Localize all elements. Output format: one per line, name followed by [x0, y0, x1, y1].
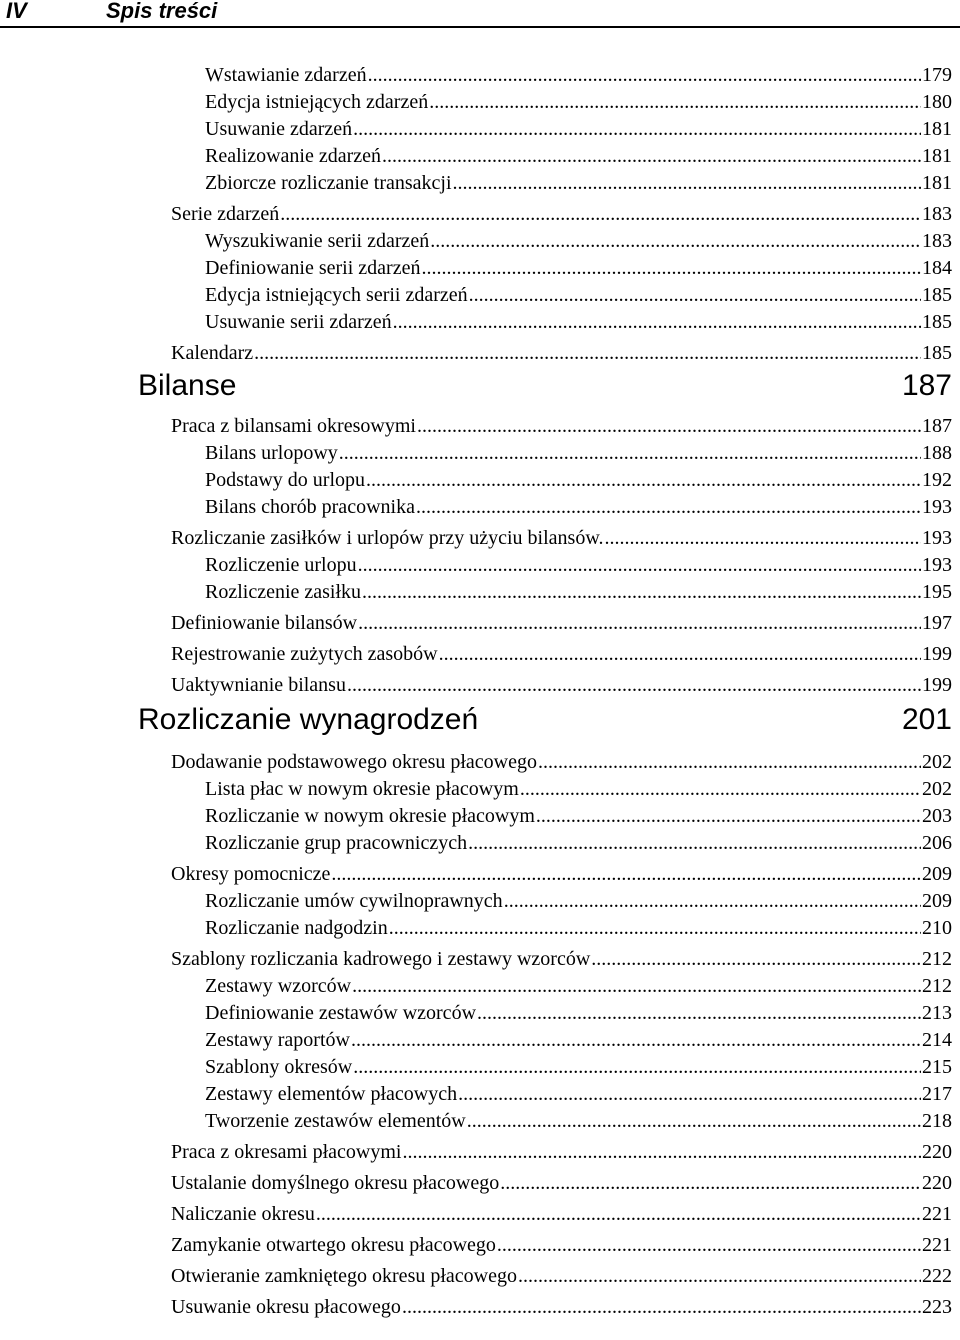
toc-entry-title: Serie zdarzeń — [171, 203, 280, 225]
chapter-page: 201 — [901, 703, 952, 736]
toc-entry[interactable] — [138, 552, 952, 579]
chapter-heading-rozliczanie[interactable] — [138, 701, 952, 739]
toc-entry-title: Rozliczanie zasiłków i urlopów przy użyciu bilansów. — [171, 527, 604, 549]
dot-leader — [316, 1201, 921, 1228]
toc-entry-title: Zestawy elementów płacowych — [205, 1083, 458, 1105]
toc-entry-page: 203 — [922, 805, 952, 827]
dot-leader — [393, 309, 921, 336]
toc-entry-page: 217 — [922, 1083, 952, 1105]
toc-entry[interactable] — [138, 579, 952, 606]
toc-entry-page: 209 — [922, 890, 952, 912]
toc-entry-title: Szablony okresów — [205, 1056, 353, 1078]
dot-leader — [604, 525, 921, 552]
dot-leader — [402, 1139, 921, 1166]
toc-entry-page: 202 — [922, 751, 952, 773]
toc-entry-page: 199 — [922, 674, 952, 696]
toc-entry[interactable] — [138, 255, 952, 282]
toc-entry-title: Uaktywnianie bilansu — [171, 674, 346, 696]
dot-leader — [339, 440, 921, 467]
dot-leader — [467, 1108, 921, 1135]
toc-group-c — [138, 749, 952, 1321]
toc-entry-page: 214 — [922, 1029, 952, 1051]
dot-leader — [402, 1294, 921, 1321]
toc-entry-page: 193 — [922, 554, 952, 576]
toc-entry[interactable] — [138, 888, 952, 915]
toc-entry-title: Bilans urlopowy — [205, 442, 338, 464]
dot-leader — [416, 494, 921, 521]
toc-entry-page: 185 — [922, 284, 952, 306]
dot-leader — [389, 915, 921, 942]
toc-entry-title: Praca z okresami płacowymi — [171, 1141, 402, 1163]
dot-leader — [358, 610, 921, 637]
toc-entry-page: 193 — [922, 496, 952, 518]
toc-entry[interactable] — [138, 1232, 952, 1259]
dot-leader — [353, 1054, 921, 1081]
toc-entry[interactable] — [138, 116, 952, 143]
dot-leader — [469, 282, 921, 309]
toc-entry-page: 212 — [922, 975, 952, 997]
toc-entry-title: Usuwanie zdarzeń — [205, 118, 353, 140]
toc-entry[interactable] — [138, 973, 952, 1000]
dot-leader — [504, 888, 921, 915]
toc-entry[interactable] — [138, 803, 952, 830]
toc-entry-title: Rozliczanie umów cywilnoprawnych — [205, 890, 503, 912]
toc-entry-title: Rozliczanie grup pracowniczych — [205, 832, 468, 854]
toc-entry-page: 185 — [922, 342, 952, 364]
dot-leader — [518, 1263, 921, 1290]
dot-leader — [421, 255, 921, 282]
page-number-roman: IV — [6, 0, 27, 23]
chapter-heading-bilanse[interactable] — [138, 367, 952, 405]
toc-entry-title: Usuwanie okresu płacowego — [171, 1296, 401, 1318]
toc-entry-title: Kalendarz — [171, 342, 254, 364]
dot-leader — [497, 1232, 921, 1259]
toc-entry[interactable] — [138, 494, 952, 521]
toc-entry[interactable] — [138, 672, 952, 699]
toc-entry[interactable] — [138, 749, 952, 776]
toc-entry-page: 210 — [922, 917, 952, 939]
toc-entry[interactable] — [138, 467, 952, 494]
dot-leader — [362, 579, 921, 606]
toc-entry-title: Edycja istniejących serii zdarzeń — [205, 284, 468, 306]
toc-entry-title: Edycja istniejących zdarzeń — [205, 91, 429, 113]
toc-entry-page: 179 — [922, 64, 952, 86]
toc-entry-page: 222 — [922, 1265, 952, 1287]
toc-entry[interactable] — [138, 440, 952, 467]
toc-entry-page: 199 — [922, 643, 952, 665]
toc-entry-page: 185 — [922, 311, 952, 333]
toc-entry[interactable] — [138, 830, 952, 857]
dot-leader — [347, 672, 921, 699]
page-header — [0, 0, 960, 28]
toc-entry-page: 181 — [922, 172, 952, 194]
toc-entry-page: 221 — [922, 1203, 952, 1225]
toc-entry-page: 188 — [922, 442, 952, 464]
toc-entry[interactable] — [138, 170, 952, 197]
toc-entry[interactable] — [138, 946, 952, 973]
toc-entry-title: Usuwanie serii zdarzeń — [205, 311, 392, 333]
toc-entry[interactable] — [138, 1294, 952, 1321]
toc-entry-page: 183 — [922, 203, 952, 225]
toc-entry-page: 206 — [922, 832, 952, 854]
chapter-page: 187 — [901, 369, 952, 402]
toc-entry[interactable] — [138, 201, 952, 228]
dot-leader — [477, 1000, 921, 1027]
toc-entry-page: 223 — [922, 1296, 952, 1318]
dot-leader — [254, 340, 921, 367]
dot-leader — [280, 201, 921, 228]
toc-entry-page: 180 — [922, 91, 952, 113]
toc-entry-page: 183 — [922, 230, 952, 252]
toc-entry-title: Szablony rozliczania kadrowego i zestawy wzorców — [171, 948, 591, 970]
dot-leader — [520, 776, 921, 803]
toc-entry-title: Rozliczanie nadgodzin — [205, 917, 388, 939]
dot-leader — [352, 973, 921, 1000]
toc-entry-page: 192 — [922, 469, 952, 491]
dot-leader — [353, 116, 921, 143]
toc-entry-page: 195 — [922, 581, 952, 603]
toc-entry-title: Definiowanie serii zdarzeń — [205, 257, 421, 279]
dot-leader — [536, 803, 921, 830]
toc-entry-title: Zestawy raportów — [205, 1029, 350, 1051]
toc-entry[interactable] — [138, 340, 952, 367]
chapter-title: Bilanse — [138, 369, 237, 402]
toc-entry[interactable] — [138, 413, 952, 440]
chapter-title: Rozliczanie wynagrodzeń — [138, 703, 479, 736]
toc-entry-page: 212 — [922, 948, 952, 970]
toc-entry-page: 209 — [922, 863, 952, 885]
table-of-contents — [138, 62, 952, 1321]
dot-leader — [458, 1081, 921, 1108]
toc-entry[interactable] — [138, 1263, 952, 1290]
toc-entry[interactable] — [138, 89, 952, 116]
toc-entry-page: 181 — [922, 118, 952, 140]
dot-leader — [430, 228, 921, 255]
toc-entry[interactable] — [138, 1201, 952, 1228]
toc-entry-page: 181 — [922, 145, 952, 167]
toc-entry-page: 202 — [922, 778, 952, 800]
dot-leader — [382, 143, 921, 170]
dot-leader — [417, 413, 921, 440]
dot-leader — [429, 89, 921, 116]
dot-leader — [366, 467, 921, 494]
toc-entry-title: Praca z bilansami okresowymi — [171, 415, 416, 437]
toc-entry-page: 215 — [922, 1056, 952, 1078]
toc-entry-title: Dodawanie podstawowego okresu płacowego — [171, 751, 538, 773]
toc-group-a — [138, 62, 952, 367]
toc-entry[interactable] — [138, 228, 952, 255]
toc-entry-page: 213 — [922, 1002, 952, 1024]
toc-entry[interactable] — [138, 776, 952, 803]
toc-entry-title: Realizowanie zdarzeń — [205, 145, 382, 167]
toc-entry[interactable] — [138, 282, 952, 309]
toc-entry-title: Ustalanie domyślnego okresu płacowego — [171, 1172, 500, 1194]
toc-entry-title: Lista płac w nowym okresie płacowym — [205, 778, 519, 800]
toc-entry[interactable] — [138, 1027, 952, 1054]
toc-entry-title: Okresy pomocnicze — [171, 863, 331, 885]
toc-entry[interactable] — [138, 1000, 952, 1027]
toc-entry[interactable] — [138, 309, 952, 336]
toc-entry-title: Tworzenie zestawów elementów — [205, 1110, 466, 1132]
dot-leader — [368, 62, 921, 89]
dot-leader — [331, 861, 921, 888]
toc-entry-title: Podstawy do urlopu — [205, 469, 365, 491]
toc-entry-title: Zestawy wzorców — [205, 975, 352, 997]
page-title: Spis treści — [106, 0, 218, 23]
toc-entry[interactable] — [138, 1139, 952, 1166]
dot-leader — [351, 1027, 921, 1054]
toc-entry-title: Rozliczenie zasiłku — [205, 581, 362, 603]
toc-entry-title: Zbiorcze rozliczanie transakcji — [205, 172, 452, 194]
toc-entry-page: 220 — [922, 1172, 952, 1194]
toc-entry[interactable] — [138, 525, 952, 552]
toc-entry[interactable] — [138, 143, 952, 170]
toc-entry-page: 197 — [922, 612, 952, 634]
toc-entry-page: 187 — [922, 415, 952, 437]
toc-entry[interactable] — [138, 861, 952, 888]
toc-entry-page: 221 — [922, 1234, 952, 1256]
toc-entry-title: Bilans chorób pracownika — [205, 496, 415, 518]
dot-leader — [468, 830, 921, 857]
toc-entry[interactable] — [138, 915, 952, 942]
toc-entry-title: Rozliczanie w nowym okresie płacowym — [205, 805, 535, 827]
toc-entry-title: Wyszukiwanie serii zdarzeń — [205, 230, 430, 252]
toc-entry-page: 220 — [922, 1141, 952, 1163]
toc-entry[interactable] — [138, 62, 952, 89]
toc-entry[interactable] — [138, 1170, 952, 1197]
toc-entry[interactable] — [138, 610, 952, 637]
dot-leader — [591, 946, 921, 973]
toc-entry[interactable] — [138, 1054, 952, 1081]
toc-entry-page: 184 — [922, 257, 952, 279]
dot-leader — [453, 170, 921, 197]
toc-entry-page: 218 — [922, 1110, 952, 1132]
toc-entry-title: Rozliczenie urlopu — [205, 554, 357, 576]
toc-entry-title: Rejestrowanie zużytych zasobów — [171, 643, 438, 665]
toc-entry[interactable] — [138, 1081, 952, 1108]
toc-entry[interactable] — [138, 641, 952, 668]
toc-entry-title: Definiowanie zestawów wzorców — [205, 1002, 477, 1024]
toc-entry-title: Zamykanie otwartego okresu płacowego — [171, 1234, 496, 1256]
dot-leader — [358, 552, 921, 579]
toc-entry-title: Wstawianie zdarzeń — [205, 64, 367, 86]
toc-entry-title: Naliczanie okresu — [171, 1203, 315, 1225]
toc-entry-title: Definiowanie bilansów — [171, 612, 358, 634]
toc-entry[interactable] — [138, 1108, 952, 1135]
dot-leader — [538, 749, 921, 776]
toc-entry-title: Otwieranie zamkniętego okresu płacowego — [171, 1265, 517, 1287]
toc-entry-page: 193 — [922, 527, 952, 549]
toc-group-b — [138, 413, 952, 699]
dot-leader — [500, 1170, 921, 1197]
dot-leader — [439, 641, 921, 668]
